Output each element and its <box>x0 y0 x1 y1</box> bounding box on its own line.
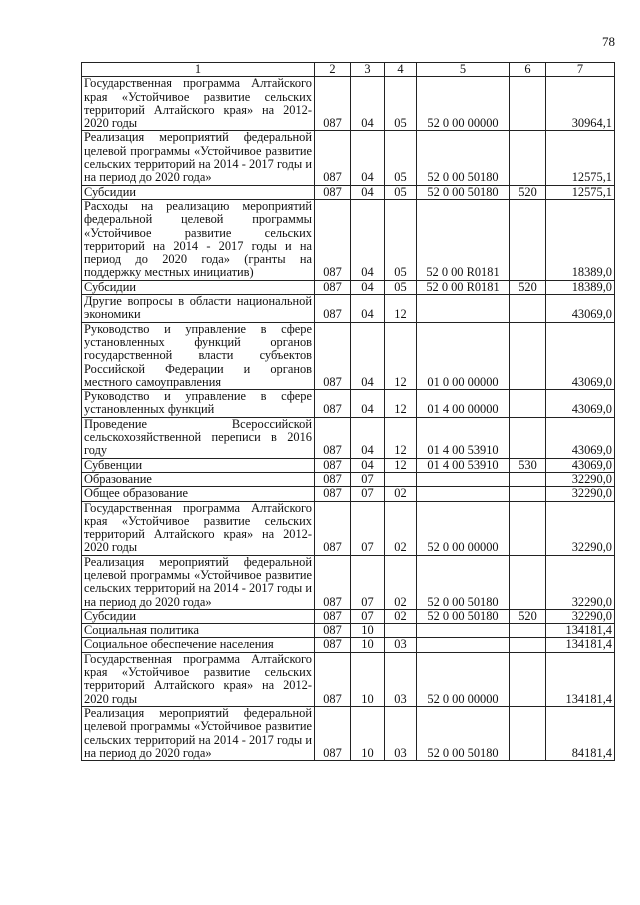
row-name: Социальная политика <box>82 624 315 638</box>
row-section-code: 10 <box>351 652 385 706</box>
row-ministry-code: 087 <box>315 652 351 706</box>
table-body <box>82 77 615 761</box>
row-name: Руководство и управление в сфере установленных функций <box>82 390 315 418</box>
header-col-2: 2 <box>315 63 351 77</box>
table-row <box>82 609 615 623</box>
row-name: Субвенции <box>82 458 315 472</box>
row-subsection-code: 02 <box>385 487 417 501</box>
row-expense-type <box>510 77 546 131</box>
header-col-1: 1 <box>82 63 315 77</box>
table-row <box>82 280 615 294</box>
row-subsection-code: 05 <box>385 280 417 294</box>
row-ministry-code: 087 <box>315 555 351 609</box>
header-col-7: 7 <box>546 63 615 77</box>
row-ministry-code: 087 <box>315 417 351 458</box>
row-section-code: 07 <box>351 609 385 623</box>
row-target-article: 52 0 00 R0181 <box>417 280 510 294</box>
row-name: Субсидии <box>82 609 315 623</box>
row-name: Социальное обеспечение населения <box>82 638 315 652</box>
row-expense-type <box>510 624 546 638</box>
row-name: Государственная программа Алтайского края «Устойчивое развитие сельских территорий Алтайского края» на 2012-2020 годы <box>82 652 315 706</box>
row-subsection-code <box>385 624 417 638</box>
row-subsection-code: 05 <box>385 77 417 131</box>
row-expense-type: 520 <box>510 185 546 199</box>
row-expense-type <box>510 652 546 706</box>
table-row <box>82 706 615 760</box>
row-target-article <box>417 624 510 638</box>
header-col-4: 4 <box>385 63 417 77</box>
row-amount: 12575,1 <box>546 185 615 199</box>
row-amount: 134181,4 <box>546 624 615 638</box>
row-ministry-code: 087 <box>315 624 351 638</box>
table-row <box>82 295 615 323</box>
row-target-article: 52 0 00 R0181 <box>417 199 510 280</box>
header-row <box>82 63 615 77</box>
row-ministry-code: 087 <box>315 706 351 760</box>
row-subsection-code: 05 <box>385 199 417 280</box>
row-target-article <box>417 472 510 486</box>
table-row <box>82 131 615 185</box>
row-section-code: 10 <box>351 624 385 638</box>
table-row <box>82 390 615 418</box>
row-section-code: 07 <box>351 472 385 486</box>
row-target-article: 52 0 00 50180 <box>417 706 510 760</box>
row-name: Общее образование <box>82 487 315 501</box>
row-name: Реализация мероприятий федеральной целевой программы «Устойчивое развитие сельских территорий на 2014 - 2017 годы и на период до 2020 года» <box>82 555 315 609</box>
row-section-code: 04 <box>351 417 385 458</box>
row-amount: 32290,0 <box>546 555 615 609</box>
row-target-article: 52 0 00 50180 <box>417 131 510 185</box>
row-amount: 43069,0 <box>546 390 615 418</box>
row-section-code: 04 <box>351 280 385 294</box>
row-target-article: 01 0 00 00000 <box>417 322 510 389</box>
row-subsection-code: 12 <box>385 417 417 458</box>
row-name: Реализация мероприятий федеральной целевой программы «Устойчивое развитие сельских территорий на 2014 - 2017 годы и на период до 2020 года» <box>82 706 315 760</box>
row-expense-type <box>510 555 546 609</box>
table-row <box>82 417 615 458</box>
table-row <box>82 199 615 280</box>
row-expense-type <box>510 199 546 280</box>
row-expense-type: 520 <box>510 280 546 294</box>
page-number: 78 <box>602 34 615 49</box>
row-amount: 43069,0 <box>546 322 615 389</box>
table-row <box>82 458 615 472</box>
row-subsection-code: 03 <box>385 652 417 706</box>
row-section-code: 04 <box>351 390 385 418</box>
table-row <box>82 652 615 706</box>
row-ministry-code: 087 <box>315 131 351 185</box>
budget-table <box>81 62 615 761</box>
row-target-article <box>417 295 510 323</box>
row-target-article: 52 0 00 50180 <box>417 609 510 623</box>
row-subsection-code: 12 <box>385 295 417 323</box>
row-ministry-code: 087 <box>315 280 351 294</box>
row-target-article: 52 0 00 00000 <box>417 77 510 131</box>
table-row <box>82 638 615 652</box>
row-section-code: 10 <box>351 638 385 652</box>
row-ministry-code: 087 <box>315 322 351 389</box>
row-subsection-code: 12 <box>385 458 417 472</box>
row-name: Расходы на реализацию мероприятий федеральной целевой программы «Устойчивое развитие сельских территорий на 2014 - 2017 годы и на период до 2020 года» (гранты на поддержку местных инициатив) <box>82 199 315 280</box>
row-target-article: 01 4 00 53910 <box>417 458 510 472</box>
row-amount: 32290,0 <box>546 487 615 501</box>
row-section-code: 04 <box>351 77 385 131</box>
row-amount: 43069,0 <box>546 417 615 458</box>
row-name: Субсидии <box>82 185 315 199</box>
row-target-article: 52 0 00 00000 <box>417 652 510 706</box>
table-row <box>82 185 615 199</box>
row-expense-type <box>510 706 546 760</box>
row-section-code: 04 <box>351 295 385 323</box>
table-row <box>82 472 615 486</box>
row-section-code: 04 <box>351 458 385 472</box>
row-target-article: 52 0 00 00000 <box>417 501 510 555</box>
row-amount: 32290,0 <box>546 609 615 623</box>
row-amount: 43069,0 <box>546 295 615 323</box>
row-ministry-code: 087 <box>315 199 351 280</box>
table-row <box>82 555 615 609</box>
row-ministry-code: 087 <box>315 638 351 652</box>
row-expense-type <box>510 131 546 185</box>
row-target-article <box>417 638 510 652</box>
row-amount: 18389,0 <box>546 280 615 294</box>
row-name: Образование <box>82 472 315 486</box>
row-expense-type <box>510 501 546 555</box>
row-target-article: 52 0 00 50180 <box>417 185 510 199</box>
row-section-code: 04 <box>351 199 385 280</box>
row-amount: 134181,4 <box>546 638 615 652</box>
row-ministry-code: 087 <box>315 487 351 501</box>
row-section-code: 10 <box>351 706 385 760</box>
header-col-3: 3 <box>351 63 385 77</box>
row-ministry-code: 087 <box>315 77 351 131</box>
row-ministry-code: 087 <box>315 609 351 623</box>
row-ministry-code: 087 <box>315 185 351 199</box>
row-expense-type <box>510 390 546 418</box>
row-section-code: 04 <box>351 185 385 199</box>
header-col-6: 6 <box>510 63 546 77</box>
row-target-article: 01 4 00 00000 <box>417 390 510 418</box>
row-amount: 84181,4 <box>546 706 615 760</box>
row-subsection-code: 02 <box>385 555 417 609</box>
row-subsection-code: 02 <box>385 501 417 555</box>
table-row <box>82 77 615 131</box>
table-row <box>82 322 615 389</box>
row-section-code: 07 <box>351 555 385 609</box>
row-name: Субсидии <box>82 280 315 294</box>
table-header <box>82 63 615 77</box>
row-name: Реализация мероприятий федеральной целевой программы «Устойчивое развитие сельских территорий на 2014 - 2017 годы и на период до 2020 года» <box>82 131 315 185</box>
table-row <box>82 624 615 638</box>
row-expense-type <box>510 472 546 486</box>
row-name: Другие вопросы в области национальной экономики <box>82 295 315 323</box>
row-name: Государственная программа Алтайского края «Устойчивое развитие сельских территорий Алтайского края» на 2012-2020 годы <box>82 501 315 555</box>
row-expense-type <box>510 638 546 652</box>
row-expense-type <box>510 487 546 501</box>
row-subsection-code: 02 <box>385 609 417 623</box>
row-subsection-code: 05 <box>385 185 417 199</box>
table-row <box>82 501 615 555</box>
row-target-article <box>417 487 510 501</box>
row-name: Руководство и управление в сфере установленных функций органов государственной власти субъектов Российской Федерации и органов местного самоуправления <box>82 322 315 389</box>
row-subsection-code: 05 <box>385 131 417 185</box>
row-amount: 18389,0 <box>546 199 615 280</box>
row-name: Проведение Всероссийской сельскохозяйственной переписи в 2016 году <box>82 417 315 458</box>
row-section-code: 07 <box>351 501 385 555</box>
row-target-article: 52 0 00 50180 <box>417 555 510 609</box>
row-expense-type: 520 <box>510 609 546 623</box>
row-amount: 32290,0 <box>546 472 615 486</box>
row-subsection-code: 03 <box>385 706 417 760</box>
row-subsection-code: 03 <box>385 638 417 652</box>
row-amount: 32290,0 <box>546 501 615 555</box>
row-subsection-code: 12 <box>385 390 417 418</box>
row-ministry-code: 087 <box>315 458 351 472</box>
row-subsection-code: 12 <box>385 322 417 389</box>
row-section-code: 04 <box>351 131 385 185</box>
row-ministry-code: 087 <box>315 390 351 418</box>
table-row <box>82 487 615 501</box>
row-subsection-code <box>385 472 417 486</box>
row-amount: 12575,1 <box>546 131 615 185</box>
row-name: Государственная программа Алтайского края «Устойчивое развитие сельских территорий Алтайского края» на 2012-2020 годы <box>82 77 315 131</box>
row-section-code: 04 <box>351 322 385 389</box>
row-ministry-code: 087 <box>315 501 351 555</box>
row-expense-type <box>510 417 546 458</box>
row-expense-type <box>510 295 546 323</box>
row-amount: 30964,1 <box>546 77 615 131</box>
row-amount: 134181,4 <box>546 652 615 706</box>
row-target-article: 01 4 00 53910 <box>417 417 510 458</box>
row-ministry-code: 087 <box>315 295 351 323</box>
row-ministry-code: 087 <box>315 472 351 486</box>
row-expense-type: 530 <box>510 458 546 472</box>
row-section-code: 07 <box>351 487 385 501</box>
header-col-5: 5 <box>417 63 510 77</box>
row-amount: 43069,0 <box>546 458 615 472</box>
row-expense-type <box>510 322 546 389</box>
